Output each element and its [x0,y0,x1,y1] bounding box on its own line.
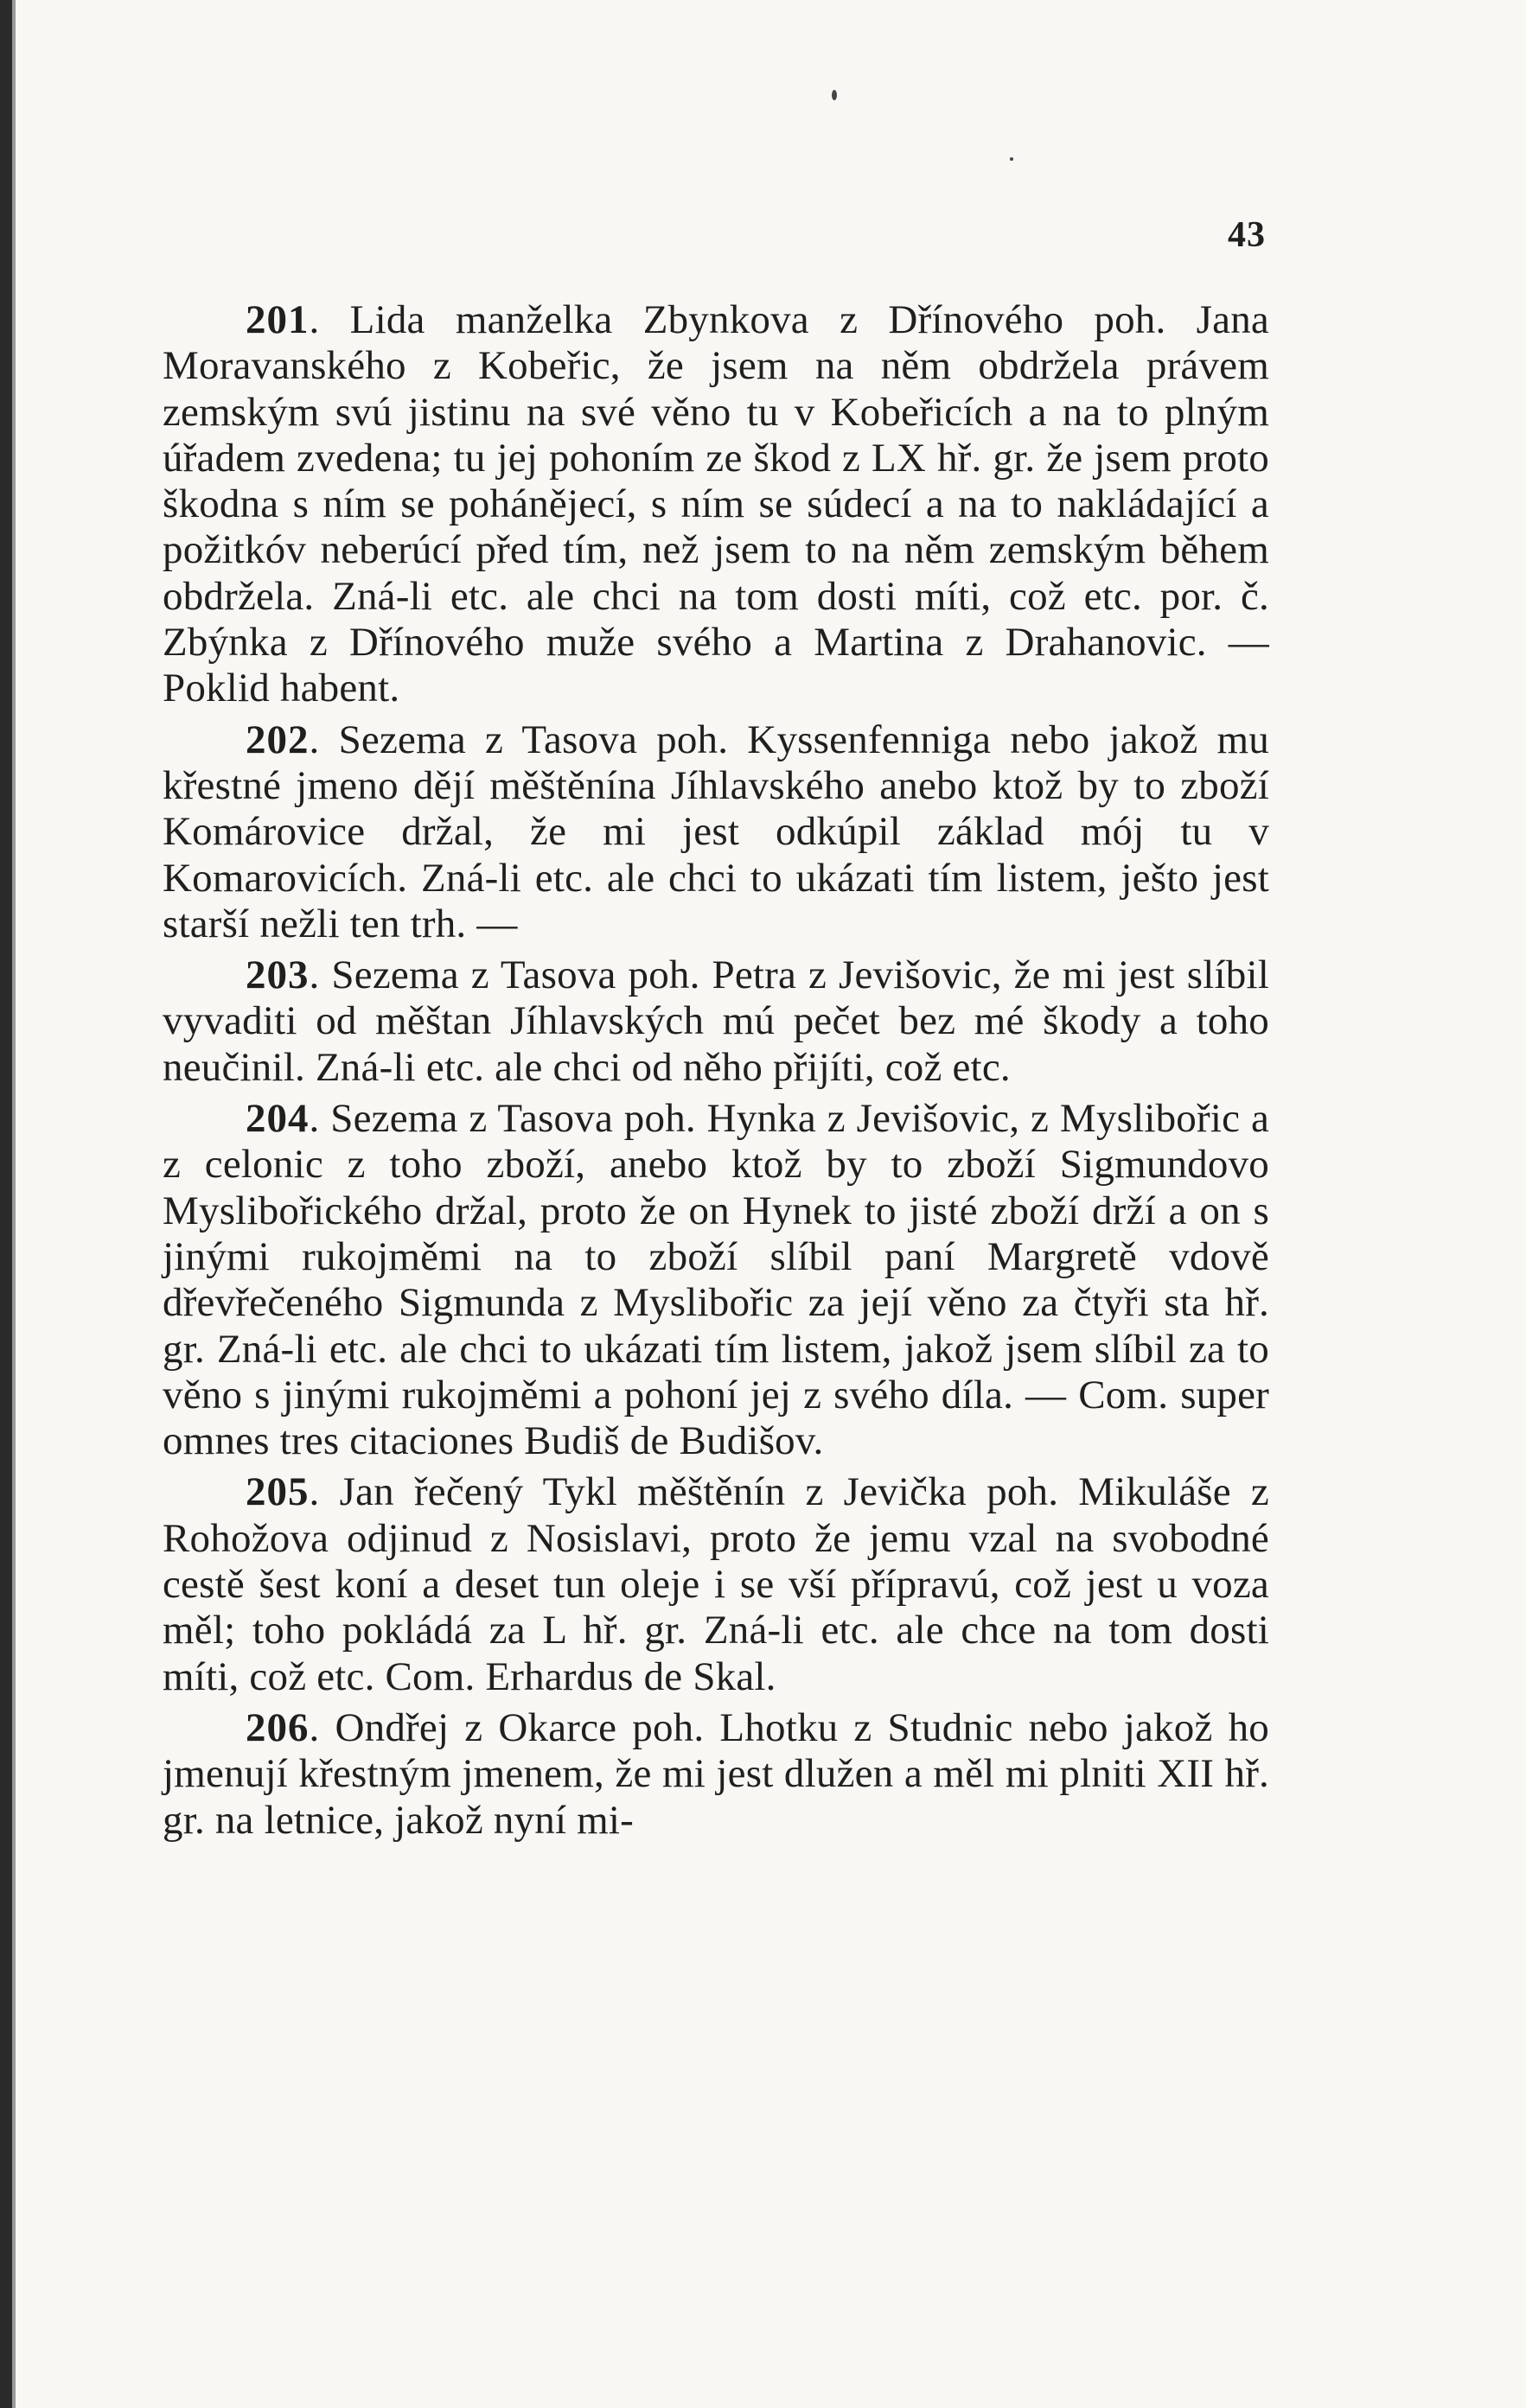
entry-204: 204. Sezema z Tasova poh. Hynka z Jevišovic, z Myslibořic a z celonic z toho zboží, anebo ktož by to zboží Sigmundovo Myslibořického držal, proto že on Hynek to jisté zboží drží a on s jinými rukojměmi na to zboží slíbil paní Margretě vdově dřevřečeného Sigmunda z Myslibořic za její věno za čtyři sta hř. gr. Zná-li etc. ale chci to ukázati tím listem, jakož jsem slíbil za to věno s jinými rukojměmi a pohoní jej z svého díla. — Com. super omnes tres citaciones Budiš de Budišov. [163,1096,1270,1464]
entry-number: 206 [246,1704,310,1750]
entry-201: 201. Lida manželka Zbynkova z Dřínového poh. Jana Moravanského z Kobeřic, že jsem na něm obdržela právem zemským svú jistinu na své věno tu v Kobeřicích a na to plným úřadem zvedena; tu jej pohoním ze škod z LX hř. gr. že jsem proto škodna s ním se poháněјecí, s ním se súdecí a na to nakládající a požitkóv neberúcí před tím, než jsem to na něm zemským během obdržela. Zná-li etc. ale chci na tom dosti míti, což etc. por. č. Zbýnka z Dřínového muže svého a Martina z Drahanovic. — Poklid habent. [163,297,1269,711]
entry-text: Lida manželka Zbynkova z Dřínového poh. Jana Moravanského z Kobeřic, že jsem na něm obdržela právem zemským svú jistinu na své věno tu v Kobeřicích a na to plným úřadem zvedena; tu jej pohoním ze škod z LX hř. gr. že jsem proto škodna s ním se poháněјecí, s ním se súdecí a na to nakládající a požitkóv neberúcí před tím, než jsem to na něm zemským během obdržela. Zná-li etc. ale chci na tom dosti míti, což etc. por. č. Zbýnka z Dřínového muže svého a Martina z Drahanovic. — Poklid habent. [163,297,1269,711]
print-speck [832,90,837,100]
entry-202: 202. Sezema z Tasova poh. Kyssenfenniga nebo jakož mu křestné jmeno dějí měštěnína Jíhlavského anebo ktož by to zboží Komárovice držal, že mi jest odkúpil základ mój tu v Komarovicích. Zná-li etc. ale chci to ukázati tím listem, ješto jest starší nežli ten trh. — [163,717,1269,946]
entry-text: Jan řečený Tykl měštěnín z Jevička poh. Mikuláše z Rohožova odjinud z Nosislavi, proto že jemu vzal na svobodné cestě šest koní a deset tun oleje i se vší přípravú, což jest u voza měl; toho pokládá za L hř. gr. Zná-li etc. ale chce na tom dosti míti, což etc. Com. Erhardus de Skal. [163,1469,1269,1699]
entry-205: 205. Jan řečený Tykl měštěnín z Jevička poh. Mikuláše z Rohožova odjinud z Nosislavi, proto že jemu vzal na svobodné cestě šest koní a deset tun oleje i se vší přípravú, což jest u voza měl; toho pokládá za L hř. gr. Zná-li etc. ale chce na tom dosti míti, což etc. Com. Erhardus de Skal. [163,1469,1269,1699]
print-speck [1010,157,1013,161]
text-block [163,297,1269,1844]
entry-203: 203. Sezema z Tasova poh. Petra z Jevišovic, že mi jest slíbil vyvaditi od měštan Jíhlavských mú pečet bez mé škody a toho neučinil. Zná-li etc. ale chci od něho přijíti, což etc. [163,952,1269,1090]
entry-text: Sezema z Tasova poh. Hynka z Jevišovic, z Myslibořic a z celonic z toho zboží, anebo ktož by to zboží Sigmundovo Myslibořického držal, proto že on Hynek to jisté zboží drží a on s jinými rukojměmi na to zboží slíbil paní Margretě vdově dřevřečeného Sigmunda z Myslibořic za její věno za čtyři sta hř. gr. Zná-li etc. ale chci to ukázati tím listem, jakož jsem slíbil za to věno s jinými rukojměmi a pohoní jej z svého díla. — Com. super omnes tres citaciones Budiš de Budišov. [163,1096,1270,1464]
page-edge-highlight [12,0,16,2408]
page-number: 43 [1228,215,1266,255]
entry-text: Ondřej z Okarce poh. Lhotku z Studnic nebo jakož ho jmenují křestným jmenem, že mi jest dlužen a měl mi plniti XII hř. gr. na letnice, jakož nyní mi- [163,1704,1269,1843]
entry-206: 206. Ondřej z Okarce poh. Lhotku z Studnic nebo jakož ho jmenují křestným jmenem, že mi jest dlužen a měl mi plniti XII hř. gr. na letnice, jakož nyní mi- [163,1704,1269,1843]
entry-number: 203 [246,952,310,998]
entry-number: 205 [246,1469,310,1515]
entry-number: 201 [246,297,310,342]
entry-text: Sezema z Tasova poh. Kyssenfenniga nebo jakož mu křestné jmeno dějí měštěnína Jíhlavského anebo ktož by to zboží Komárovice držal, že mi jest odkúpil základ mój tu v Komarovicích. Zná-li etc. ale chci to ukázati tím listem, ješto jest starší nežli ten trh. — [163,717,1269,946]
entry-number: 204 [246,1096,310,1142]
entry-number: 202 [246,717,310,762]
entry-text: Sezema z Tasova poh. Petra z Jevišovic, že mi jest slíbil vyvaditi od měštan Jíhlavských mú pečet bez mé škody a toho neučinil. Zná-li etc. ale chci od něho přijíti, což etc. [163,952,1269,1090]
page-edge-shadow [0,0,12,2408]
